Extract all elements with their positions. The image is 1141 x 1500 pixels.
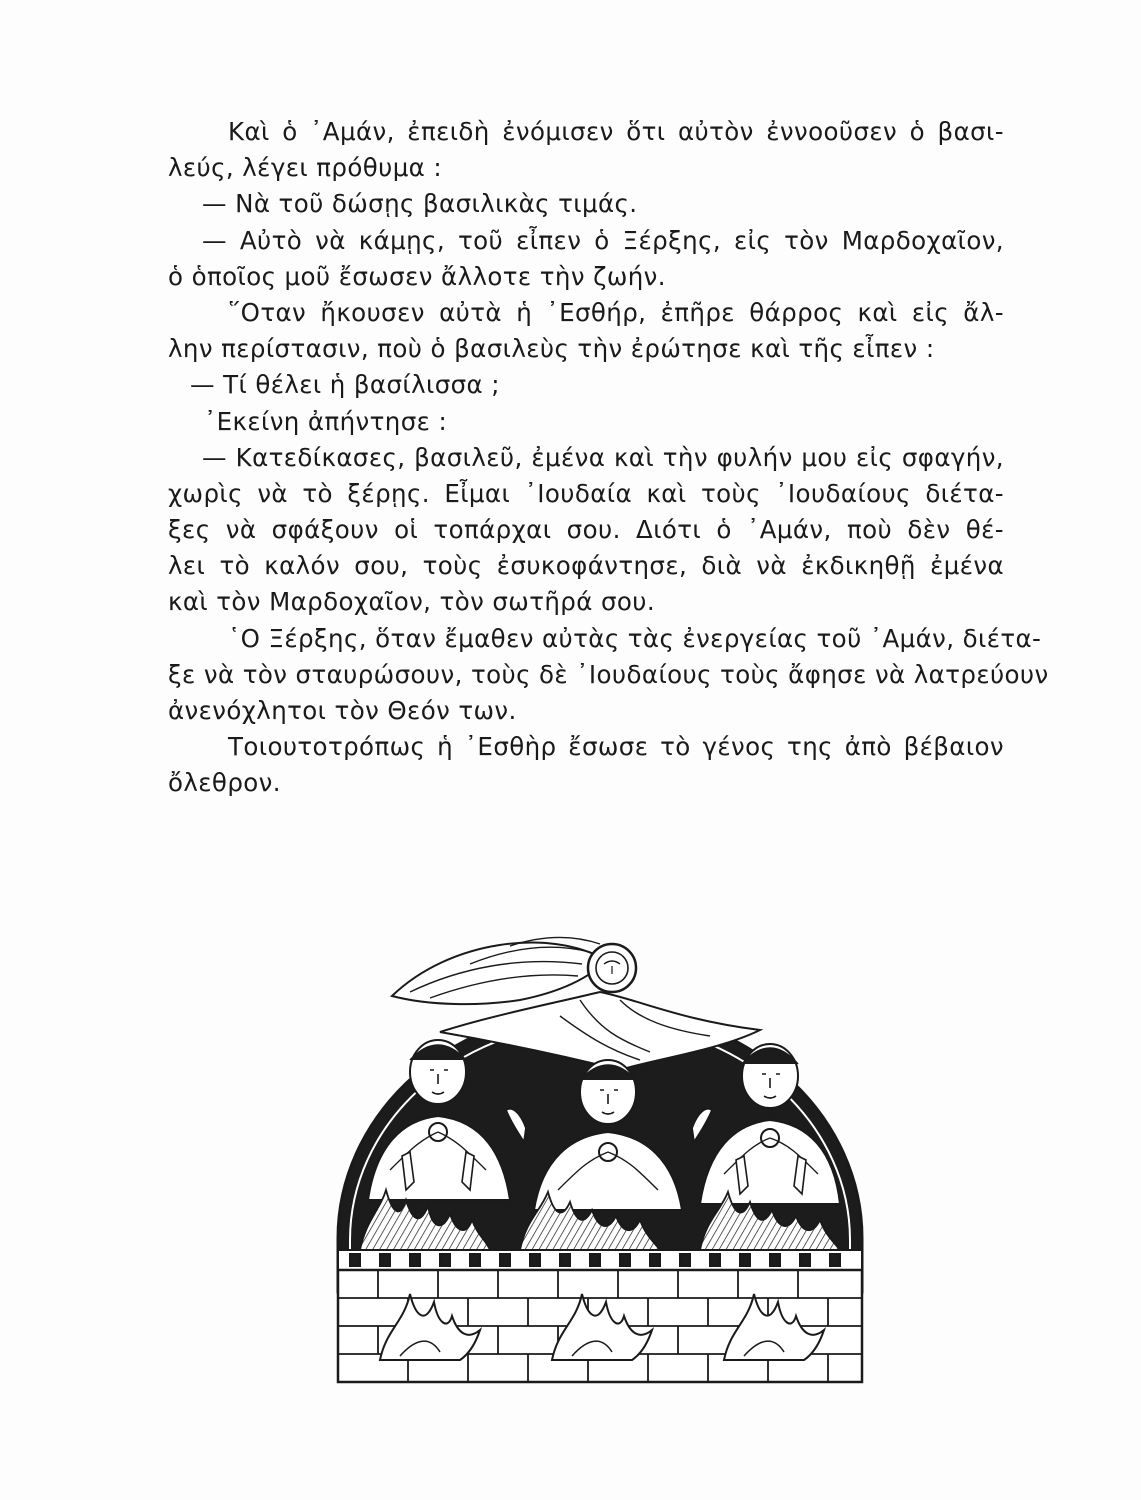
furnace-battlements — [338, 1250, 862, 1270]
text-line: — Κατεδίκασες, βασιλεῦ, ἐμένα καὶ τὴν φυλήν μου εἰς σφαγήν, — [202, 442, 1004, 472]
text-line: ἀνενόχλητοι τὸν Θεόν των. — [168, 696, 517, 725]
text-line: χωρὶς νὰ τὸ ξέρῃς. Εἶμαι ᾿Ιουδαία καὶ τοὺς ᾿Ιουδαίους διέτα- — [168, 478, 1004, 508]
text-line: λει τὸ καλόν σου, τοὺς ἐσυκοφάντησε, διὰ νὰ ἐκδικηθῇ ἐμένα — [168, 551, 1004, 581]
text-line: ξε νὰ τὸν σταυρώσουν, τοὺς δὲ ᾿Ιουδαίους τοὺς ἄφησε νὰ λατρεύουν — [168, 659, 1049, 689]
text-line: λην περίστασιν, ποὺ ὁ βασιλεὺς τὴν ἐρώτησε καὶ τῆς εἶπεν : — [168, 334, 935, 364]
text-line: — Τί θέλει ἡ βασίλισσα ; — [190, 370, 500, 400]
text-line: — Αὐτὸ νὰ κάμῃς, τοῦ εἶπεν ὁ Ξέρξης, εἰς τὸν Μαρδοχαῖον, — [202, 225, 1004, 255]
text-line: Καὶ ὁ ᾿Αμάν, ἐπειδὴ ἐνόμισεν ὅτι αὐτὸν ἐννοοῦσεν ὁ βασι- — [228, 117, 1004, 146]
text-line: — Νὰ τοῦ δώσῃς βασιλικὰς τιμάς. — [202, 189, 638, 219]
text-line: ῞Οταν ἤκουσεν αὐτὰ ἡ ᾿Εσθήρ, ἐπῆρε θάρρος καὶ εἰς ἄλ- — [228, 297, 1004, 327]
text-line: καὶ τὸν Μαρδοχαῖον, τὸν σωτῆρά σου. — [168, 587, 656, 617]
text-line: ῾Ο Ξέρξης, ὅταν ἔμαθεν αὐτὰς τὰς ἐνεργείας τοῦ ᾿Αμάν, διέτα- — [228, 623, 1042, 653]
text-line: ᾿Εκείνη ἀπήντησε : — [204, 406, 448, 436]
three-youths-in-furnace-with-angel-icon — [320, 920, 880, 1390]
text-line: Τοιουτοτρόπως ἡ ᾿Εσθὴρ ἔσωσε τὸ γένος της ἀπὸ βέβαιον — [228, 732, 1004, 762]
text-line: ὄλεθρον. — [168, 768, 281, 798]
text-line: λεύς, λέγει πρόθυμα : — [168, 153, 443, 183]
text-line: ξες νὰ σφάξουν οἱ τοπάρχαι σου. Διότι ὁ ᾿Αμάν, ποὺ δὲν θέ- — [168, 515, 1004, 545]
text-line: ὁ ὁποῖος μοῦ ἔσωσεν ἄλλοτε τὴν ζωήν. — [168, 261, 666, 291]
story-text — [168, 114, 1049, 802]
